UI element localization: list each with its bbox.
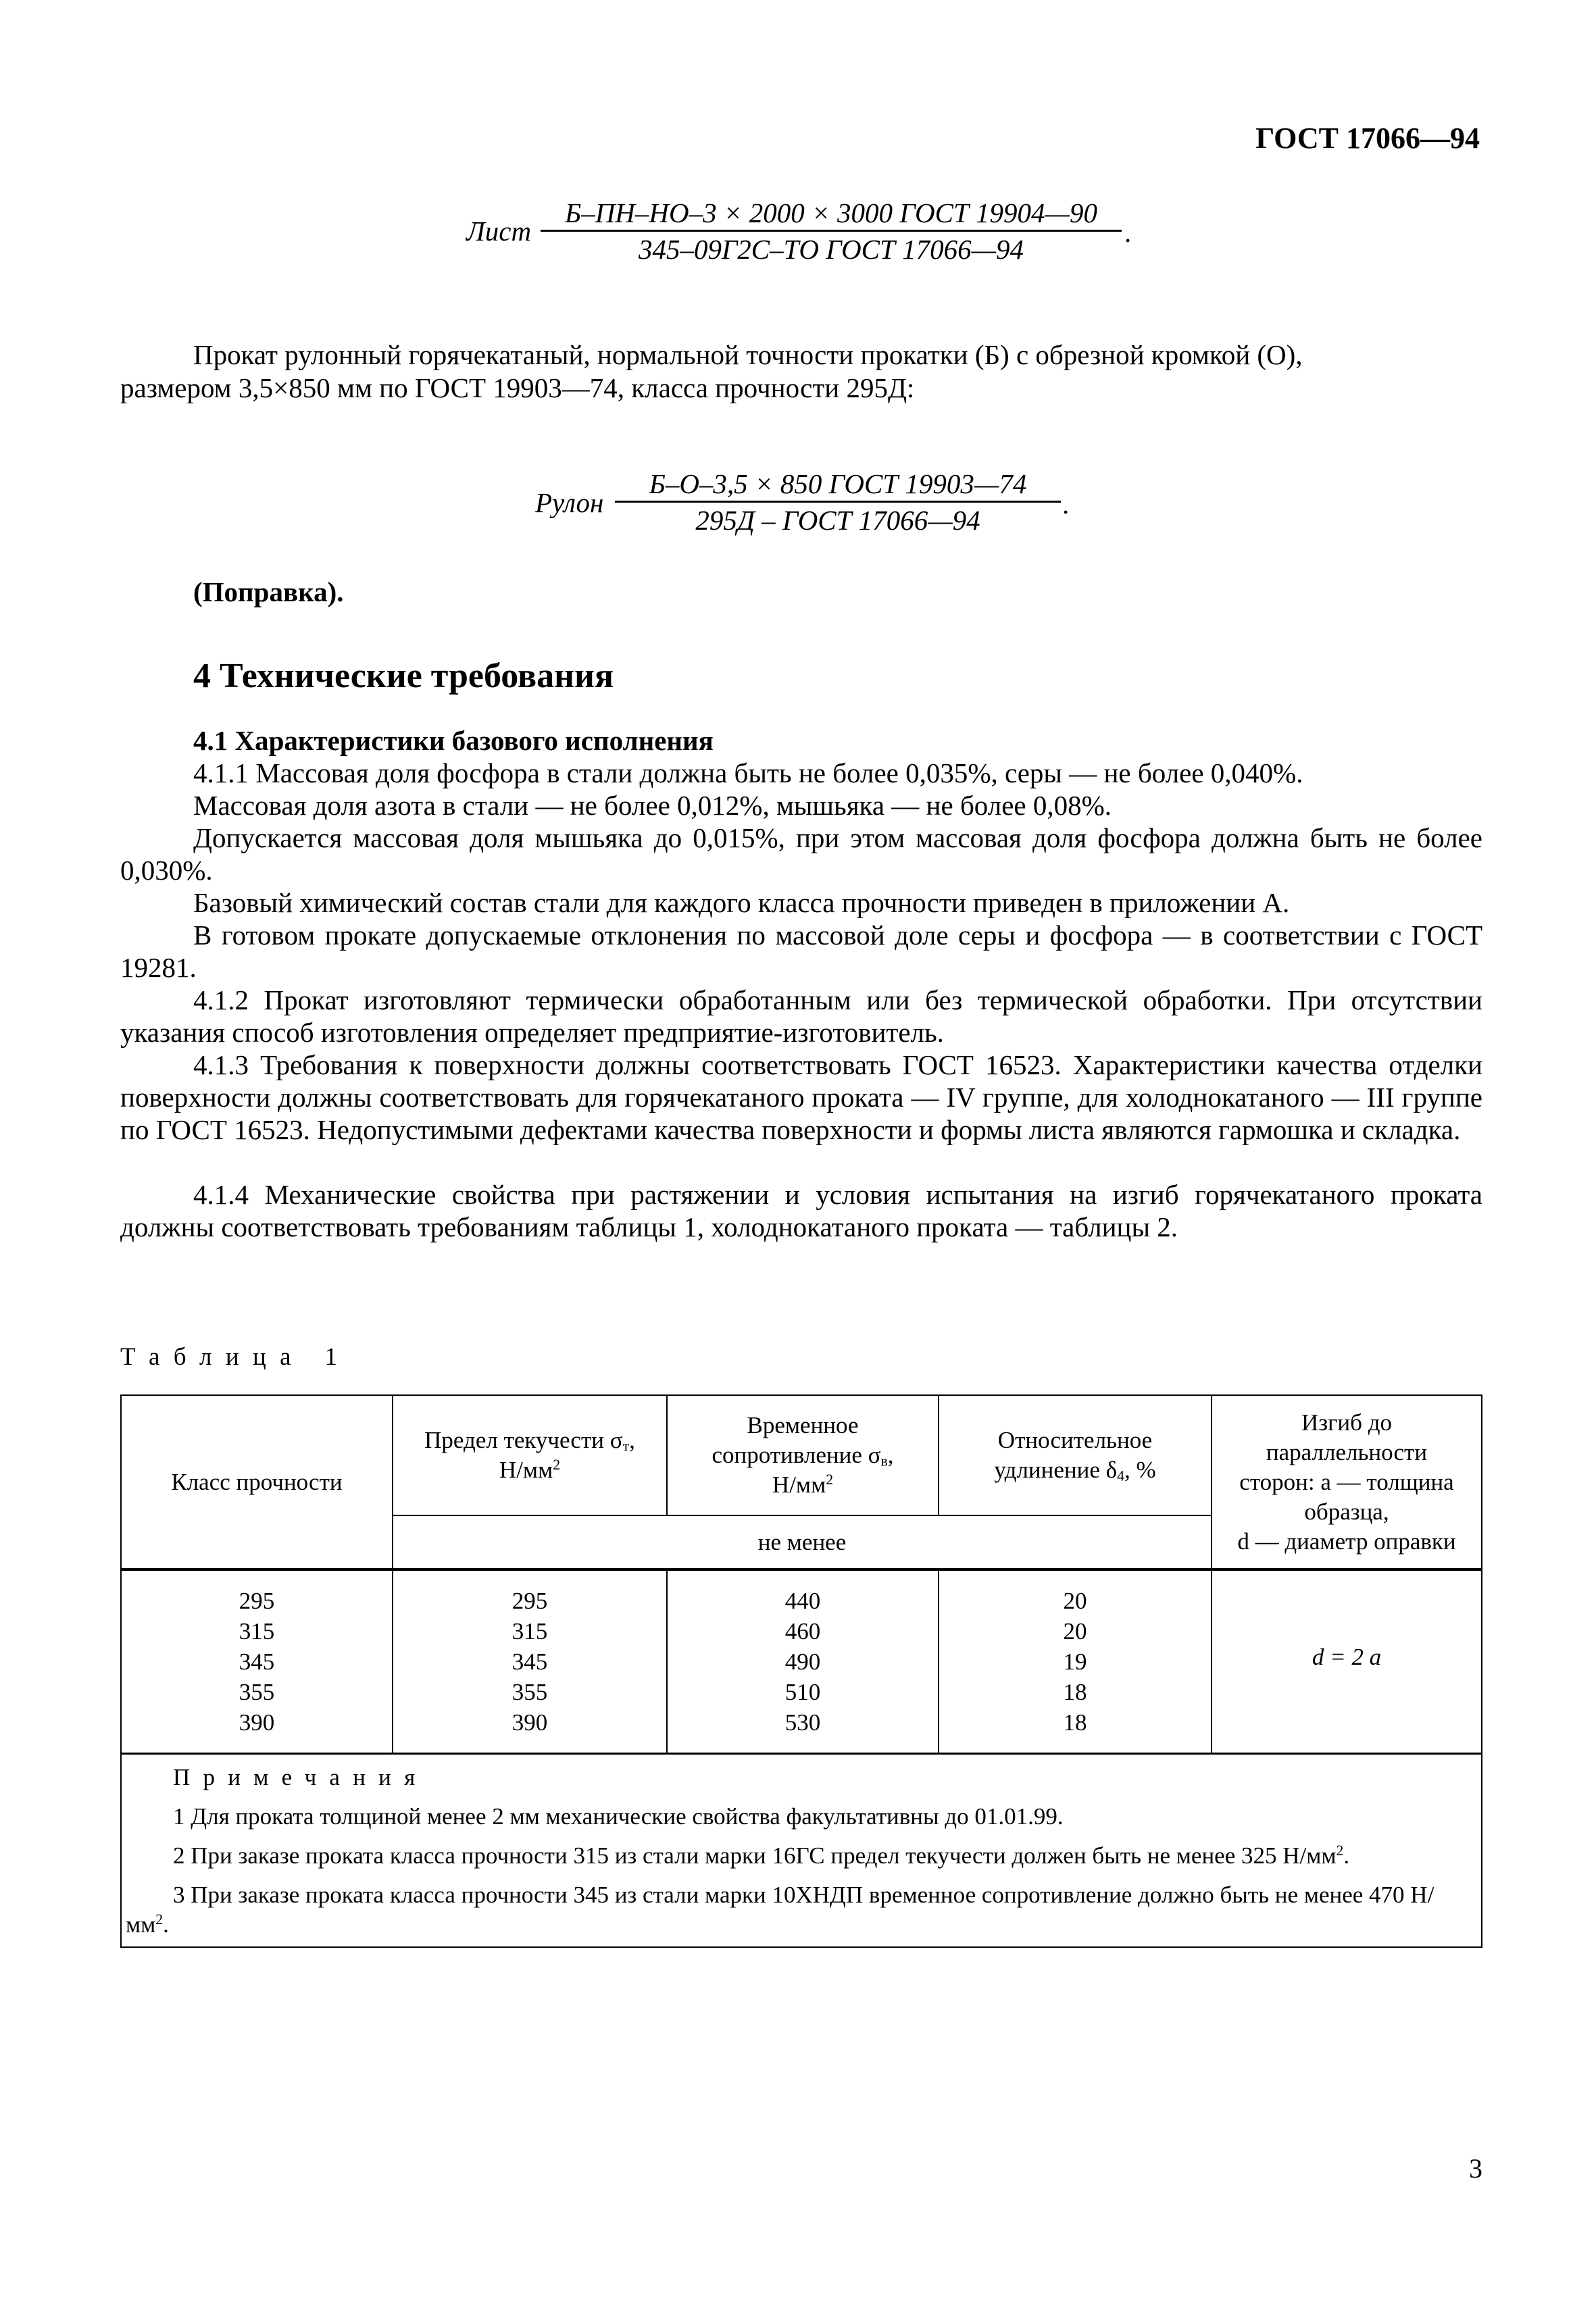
column-yield-values: 295 315 345 355 390 xyxy=(393,1569,667,1753)
sheet-designation-prefix: Лист xyxy=(466,216,532,247)
note-1: 1 Для проката толщиной менее 2 мм механические свойства факультативны до 01.01.99. xyxy=(173,1803,1064,1830)
coil-designation-fraction xyxy=(615,470,1061,534)
table-notes xyxy=(121,1753,1482,1947)
header-strength-class: Класс прочности xyxy=(121,1395,393,1569)
table-1-caption: Таблица 1 xyxy=(120,1343,351,1371)
column-elongation-values: 20 20 19 18 18 xyxy=(939,1569,1212,1753)
sheet-designation-fraction xyxy=(541,199,1122,263)
sheet-designation-denominator: 345–09Г2С–ТО ГОСТ 17066—94 xyxy=(541,230,1122,263)
subsection-heading: 4.1 Характеристики базового исполнения xyxy=(193,725,714,756)
paragraph-4-1-1: 4.1.1 Массовая доля фосфора в стали должна быть не более 0,035%, серы — не более 0,040%. xyxy=(193,757,1303,788)
paragraph-deviation: В готовом прокате допускаемые отклонения по массовой доле серы и фосфора — в соответствии с ГОСТ 19281. xyxy=(120,920,1482,983)
header-not-less-than: не менее xyxy=(393,1515,1212,1569)
coil-intro-line-1: Прокат рулонный горячекатаный, нормальной точности прокатки (Б) с обрезной кромкой (О), xyxy=(193,339,1303,370)
paragraph-4-1-3: 4.1.3 Требования к поверхности должны соответствовать ГОСТ 16523. Характеристики качества отделки поверхности должны соответствовать для горячекатаного проката — IV группе, для холоднокатаного — III группе по ГОСТ 16523. Недопустимыми дефектами качества поверхности и формы листа являются гармошка и складка. xyxy=(120,1049,1482,1145)
coil-designation-denominator: 295Д – ГОСТ 17066—94 xyxy=(615,501,1061,534)
page-number: 3 xyxy=(1469,2153,1482,2184)
paragraph-base-composition: Базовый химический состав стали для каждого класса прочности приведен в приложении А. xyxy=(193,887,1290,918)
sheet-designation-period: . xyxy=(1124,217,1132,248)
sheet-designation-numerator: Б–ПН–НО–3 × 2000 × 3000 ГОСТ 19904—90 xyxy=(565,197,1097,228)
paragraph-nitrogen: Массовая доля азота в стали — не более 0,012%, мышьяка — не более 0,08%. xyxy=(193,790,1112,821)
bend-value-cell: d = 2 a xyxy=(1212,1569,1482,1753)
document-code-header: ГОСТ 17066—94 xyxy=(1255,122,1480,155)
paragraph-4-1-4: 4.1.4 Механические свойства при растяжении и условия испытания на изгиб горячекатаного проката должны соответствовать требованиям таблицы 1, холоднокатаного проката — таблицы 2. xyxy=(120,1179,1482,1242)
column-strength-class-values: 295 315 345 355 390 xyxy=(121,1569,393,1753)
note-3: 3 При заказе проката класса прочности 345 из стали марки 10ХНДП временное сопротивление должно быть не менее 470 $Н/мм^2$. xyxy=(126,1881,1435,1938)
section-heading: 4 Технические требования xyxy=(193,657,614,695)
column-tensile-values: 440 460 490 510 530 xyxy=(667,1569,939,1753)
paragraph-4-1-2: 4.1.2 Прокат изготовляют термически обработанным или без термической обработки. При отсутствии указания способ изготовления определяет предприятие-изготовитель. xyxy=(120,984,1482,1048)
header-tensile-strength: Временное сопротивление $\sigma_в$, $Н/мм^2$ xyxy=(667,1395,939,1515)
header-bend-test: Изгиб до параллельности сторон: a — толщина образца, d — диаметр оправки xyxy=(1212,1395,1482,1569)
header-elongation: Относительное удлинение $\delta_4$, % xyxy=(939,1395,1212,1515)
coil-designation-prefix: Рулон xyxy=(535,487,604,518)
coil-intro-line-2: размером 3,5×850 мм по ГОСТ 19903—74, класса прочности 295Д: xyxy=(120,372,915,403)
notes-title: Примечания xyxy=(173,1763,428,1790)
header-yield-strength: Предел текучести $\sigma_т$, $Н/мм^2$ xyxy=(393,1395,667,1515)
table-1 xyxy=(120,1394,1482,1948)
amendment-note: (Поправка). xyxy=(193,576,344,607)
paragraph-arsenic: Допускается массовая доля мышьяка до 0,015%, при этом массовая доля фосфора должна быть не более 0,030%. xyxy=(120,822,1482,886)
note-2: 2 При заказе проката класса прочности 315 из стали марки 16ГС предел текучести должен быть не менее 325 $Н/мм^2$. xyxy=(173,1842,1350,1869)
coil-designation-period: . xyxy=(1062,488,1070,520)
coil-designation-numerator: Б–О–3,5 × 850 ГОСТ 19903—74 xyxy=(649,468,1027,499)
